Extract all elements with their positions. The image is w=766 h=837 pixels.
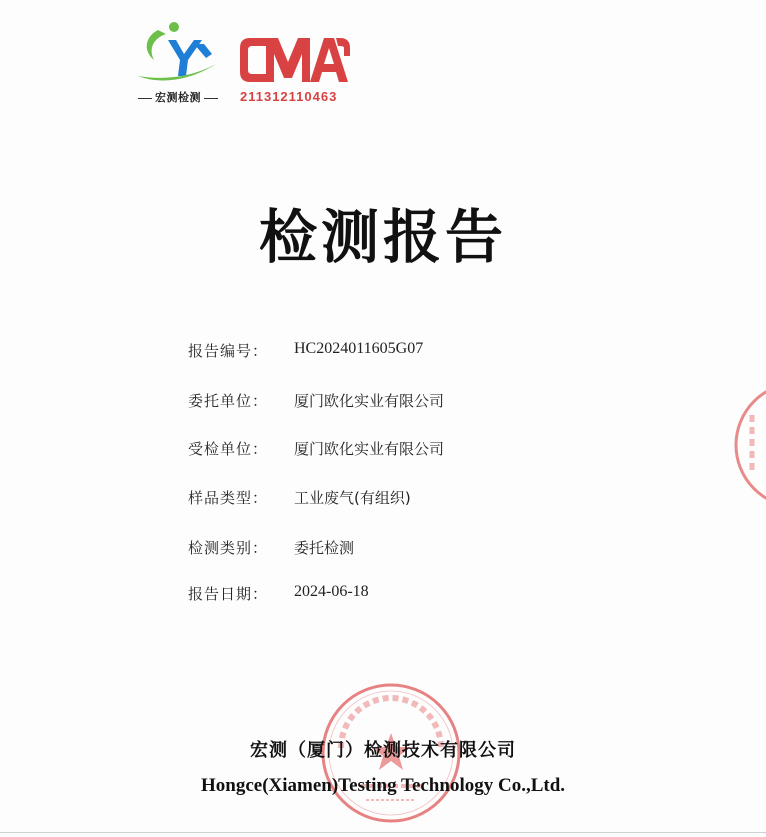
field-value: 厦门欧化实业有限公司 [294,392,445,410]
field-test-category [188,537,608,561]
field-sample-type [188,487,608,511]
field-value: 2024-06-18 [294,583,369,600]
field-client [188,390,608,414]
field-report-date [188,583,608,607]
field-label: 报告日期： [188,585,269,603]
cma-logo-mark [236,32,354,88]
company-logo-mark [128,18,228,88]
company-logo-caption: 宏测检测 [128,89,228,105]
field-value: 委托检测 [294,539,355,557]
report-title: 检测报告 [258,203,507,271]
field-label: 委托单位： [188,392,269,410]
company-name-english: Hongce(Xiamen)Testing Technology Co.,Ltd. [200,775,566,796]
field-value: 厦门欧化实业有限公司 [294,440,445,458]
cma-logo [236,32,354,110]
field-inspected-unit [188,438,608,462]
page-bottom-edge [0,832,766,833]
field-label: 受检单位： [188,440,269,458]
field-value: 工业废气(有组织) [294,489,411,507]
field-label: 检测类别： [188,539,269,557]
company-name-chinese: 宏测（厦门）检测技术有限公司 [250,740,516,761]
field-label: 报告编号： [188,342,269,360]
cma-certificate-number: 211312110463 [240,89,338,104]
company-logo [128,18,228,106]
field-value: HC2024011605G07 [294,340,424,357]
edge-seal-stamp [730,375,766,515]
field-label: 样品类型： [188,489,269,507]
field-report-number [188,340,608,364]
